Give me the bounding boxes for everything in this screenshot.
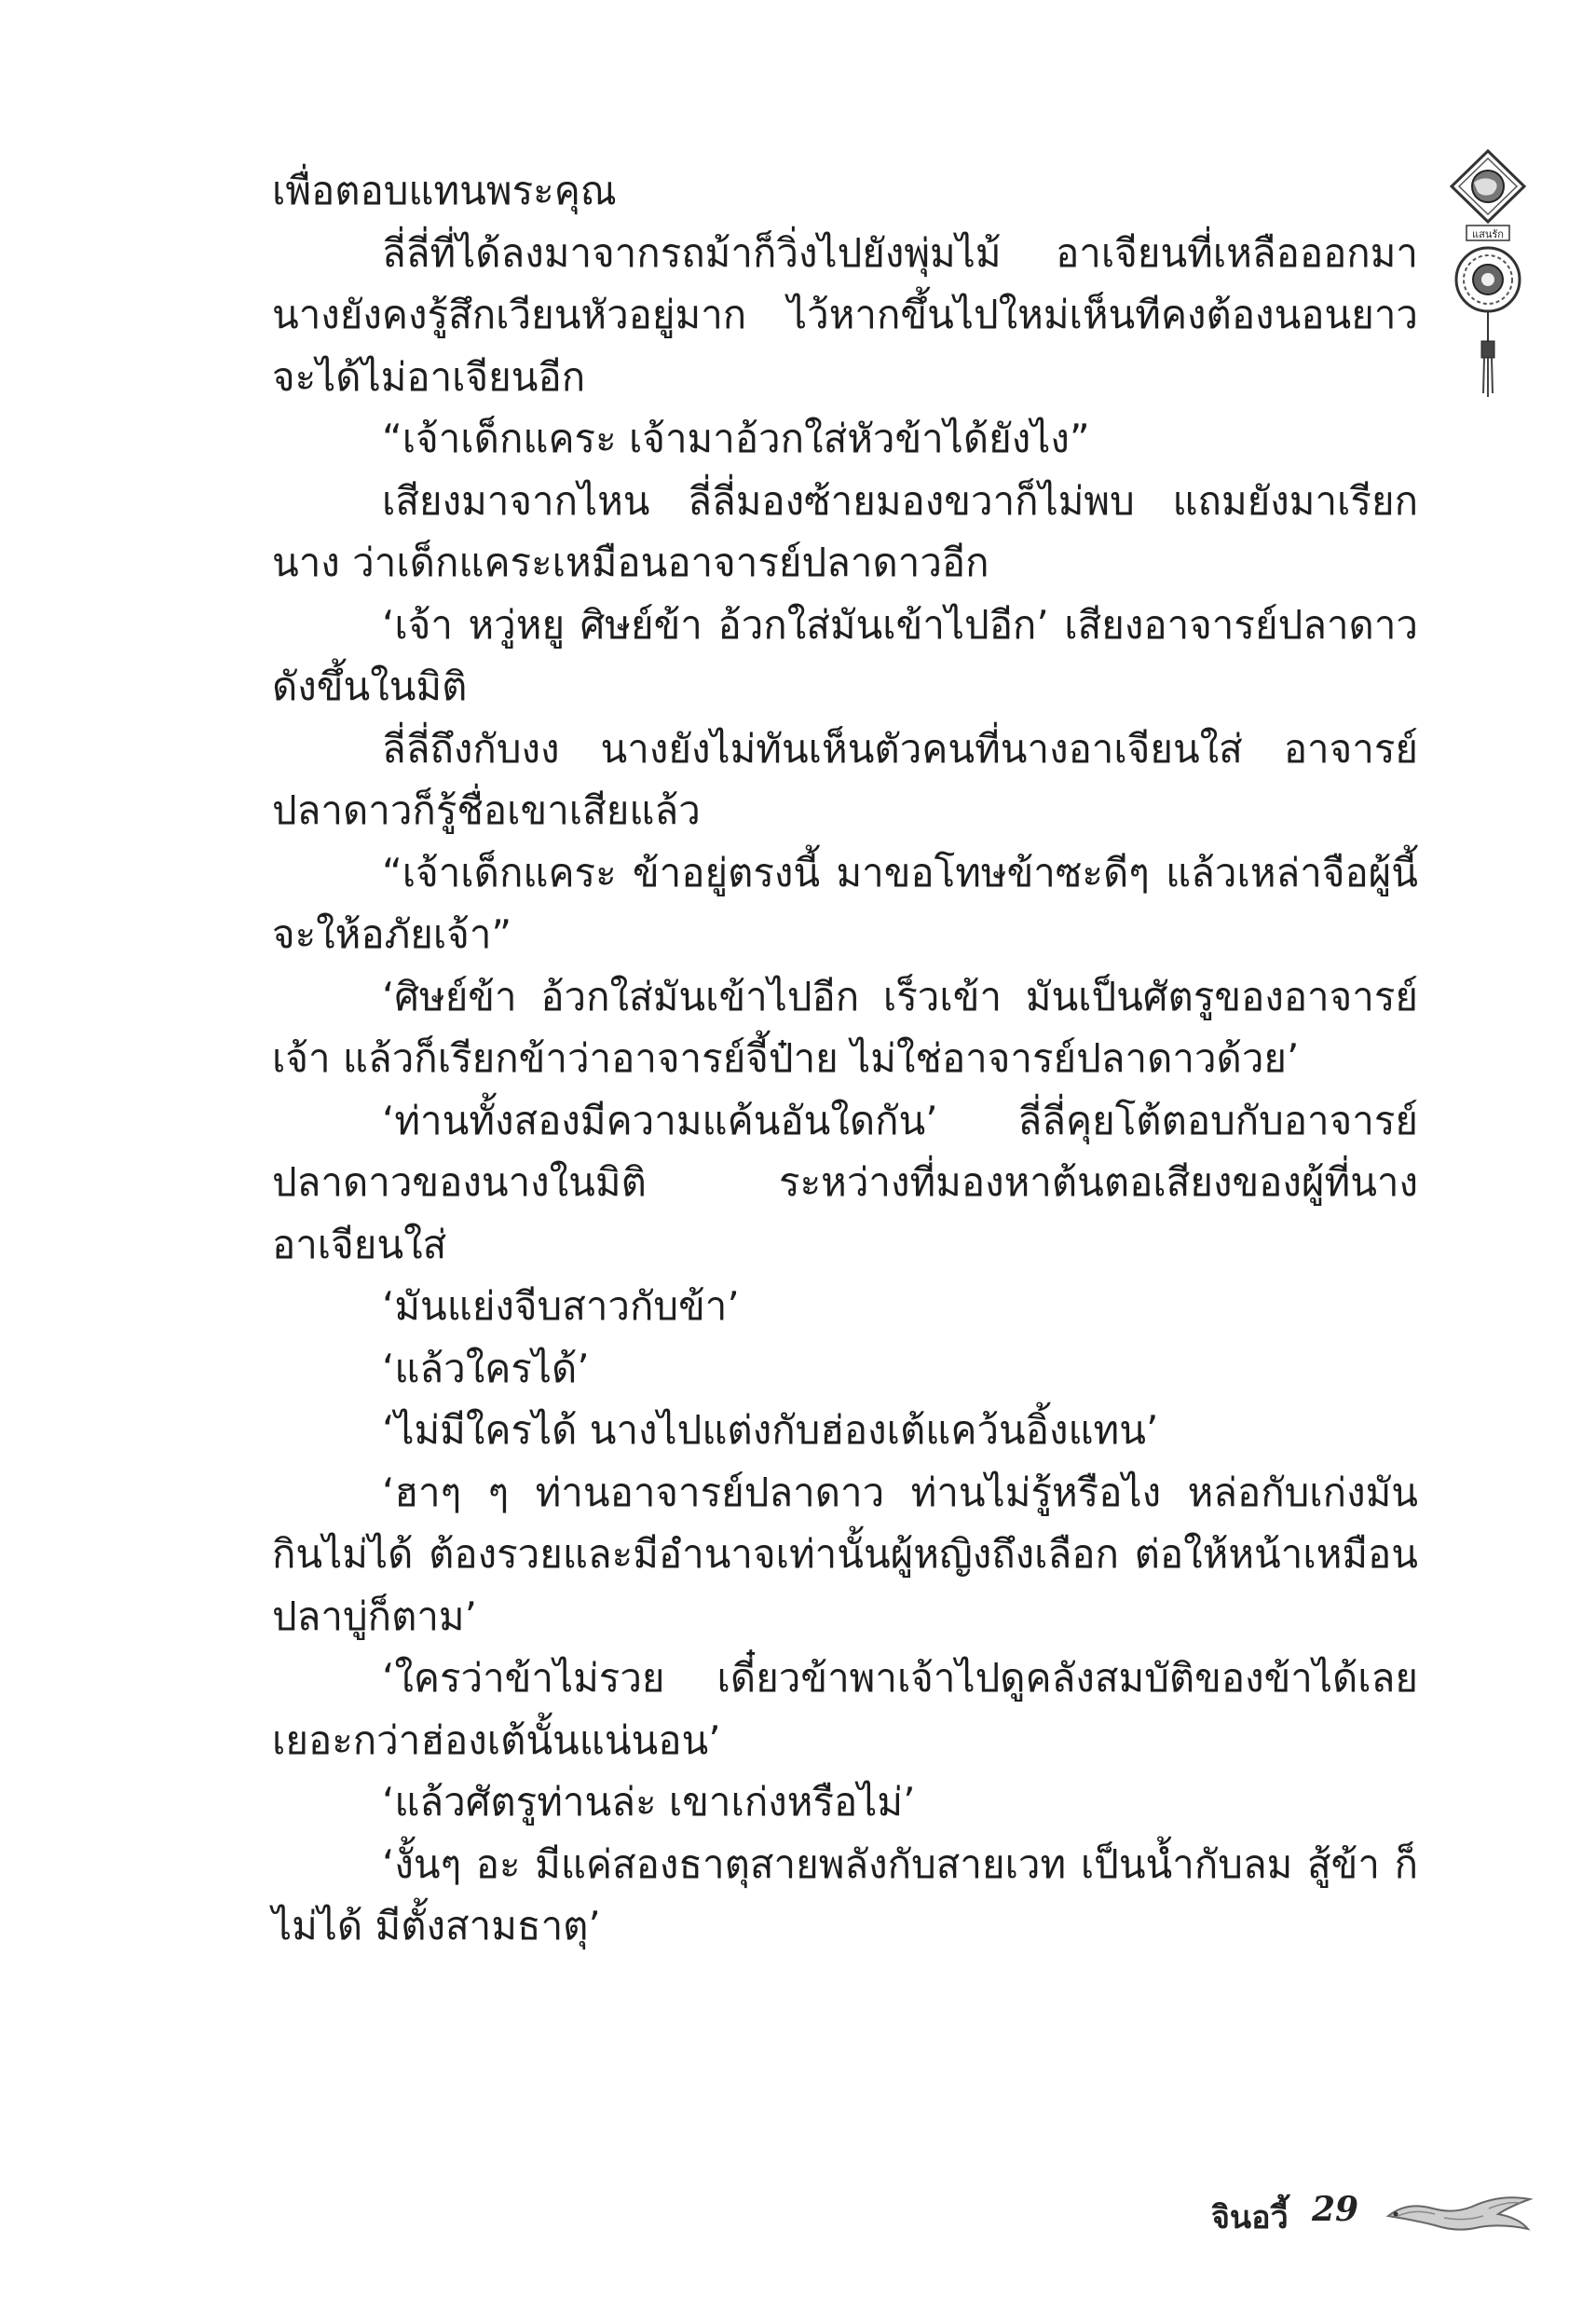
- page-body: [272, 160, 1418, 1958]
- paragraph: ‘แล้วศัตรูท่านล่ะ เขาเก่งหรือไม่’: [382, 1779, 916, 1825]
- paragraph: ‘ใครว่าข้าไม่รวย เดี๋ยวข้าพาเจ้าไปดูคลังสมบัติของข้าได้เลย เยอะกว่าฮ่องเต้นั้นแน่นอน’: [272, 1655, 1418, 1763]
- paragraph: เสียงมาจากไหน ลี่ลี่มองซ้ายมองขวาก็ไม่พบ แถมยังมาเรียกนาง ว่าเด็กแคระเหมือนอาจารย์ปลาดาวอีก: [272, 477, 1418, 585]
- paragraph: ‘แล้วใครได้’: [382, 1345, 590, 1391]
- swan-ornament-icon: [1379, 2181, 1537, 2246]
- paragraph: “เจ้าเด็กแคระ ข้าอยู่ตรงนี้ มาขอโทษข้าซะดีๆ แล้วเหล่าจือผู้นี้ จะให้อภัยเจ้า”: [272, 849, 1418, 957]
- paragraph: ‘ไม่มีใครได้ นางไปแต่งกับฮ่องเต้แคว้นอิ้งแทน’: [382, 1407, 1159, 1453]
- paragraph: ‘ศิษย์ข้า อ้วกใส่มันเข้าไปอีก เร็วเข้า มันเป็นศัตรูของอาจารย์เจ้า แล้วก็เรียกข้าว่าอาจารย์จี้ป๋าย ไม่ใช่อาจารย์ปลาดาวด้วย’: [272, 973, 1418, 1081]
- paragraph: ‘ท่านทั้งสองมีความแค้นอันใดกัน’ ลี่ลี่คุยโต้ตอบกับอาจารย์ ปลาดาวของนางในมิติ ระหว่างที่มองหาต้นตอเสียงของผู้ที่นางอาเจียนใส่: [272, 1097, 1418, 1267]
- paragraph: “เจ้าเด็กแคระ เจ้ามาอ้วกใส่หัวข้าได้ยังไง”: [382, 416, 1090, 461]
- page-number: 29: [1312, 2190, 1359, 2229]
- paragraph: ‘มันแย่งจีบสาวกับข้า’: [382, 1283, 740, 1329]
- paragraph: ‘งั้นๆ อะ มีแค่สองธาตุสายพลังกับสายเวท เป็นน้ำกับลม สู้ข้า ก็ไม่ได้ มีตั้งสามธาตุ’: [272, 1840, 1418, 1949]
- paragraph: ‘เจ้า หวู่หยู ศิษย์ข้า อ้วกใส่มันเข้าไปอีก’ เสียงอาจารย์ปลาดาว ดังขึ้นในมิติ: [272, 601, 1418, 709]
- paragraph: ลี่ลี่ถึงกับงง นางยังไม่ทันเห็นตัวคนที่นางอาเจียนใส่ อาจารย์ ปลาดาวก็รู้ชื่อเขาเสียแล้ว: [272, 725, 1418, 833]
- emblem-label: แสนรัก: [1472, 228, 1504, 240]
- publisher-emblem-icon: [1446, 149, 1530, 429]
- page-footer: [1211, 2181, 1547, 2246]
- book-title: จินอวี้: [1211, 2199, 1289, 2236]
- paragraph: ‘ฮาๆ ๆ ท่านอาจารย์ปลาดาว ท่านไม่รู้หรือไง หล่อกับเก่งมัน กินไม่ได้ ต้องรวยและมีอำนาจเท่านั้นผู้หญิงถึงเลือก ต่อให้หน้าเหมือน ปลาบู่ก็ตาม’: [272, 1469, 1418, 1639]
- paragraph: เพื่อตอบแทนพระคุณ: [272, 168, 617, 213]
- paragraph: ลี่ลี่ที่ได้ลงมาจากรถม้าก็วิ่งไปยังพุ่มไม้ อาเจียนที่เหลือออกมา นางยังคงรู้สึกเวียนหัวอยู่มาก ไว้หากขึ้นไปใหม่เห็นทีคงต้องนอนยาว จะได้ไม่อาเจียนอีก: [272, 229, 1418, 400]
